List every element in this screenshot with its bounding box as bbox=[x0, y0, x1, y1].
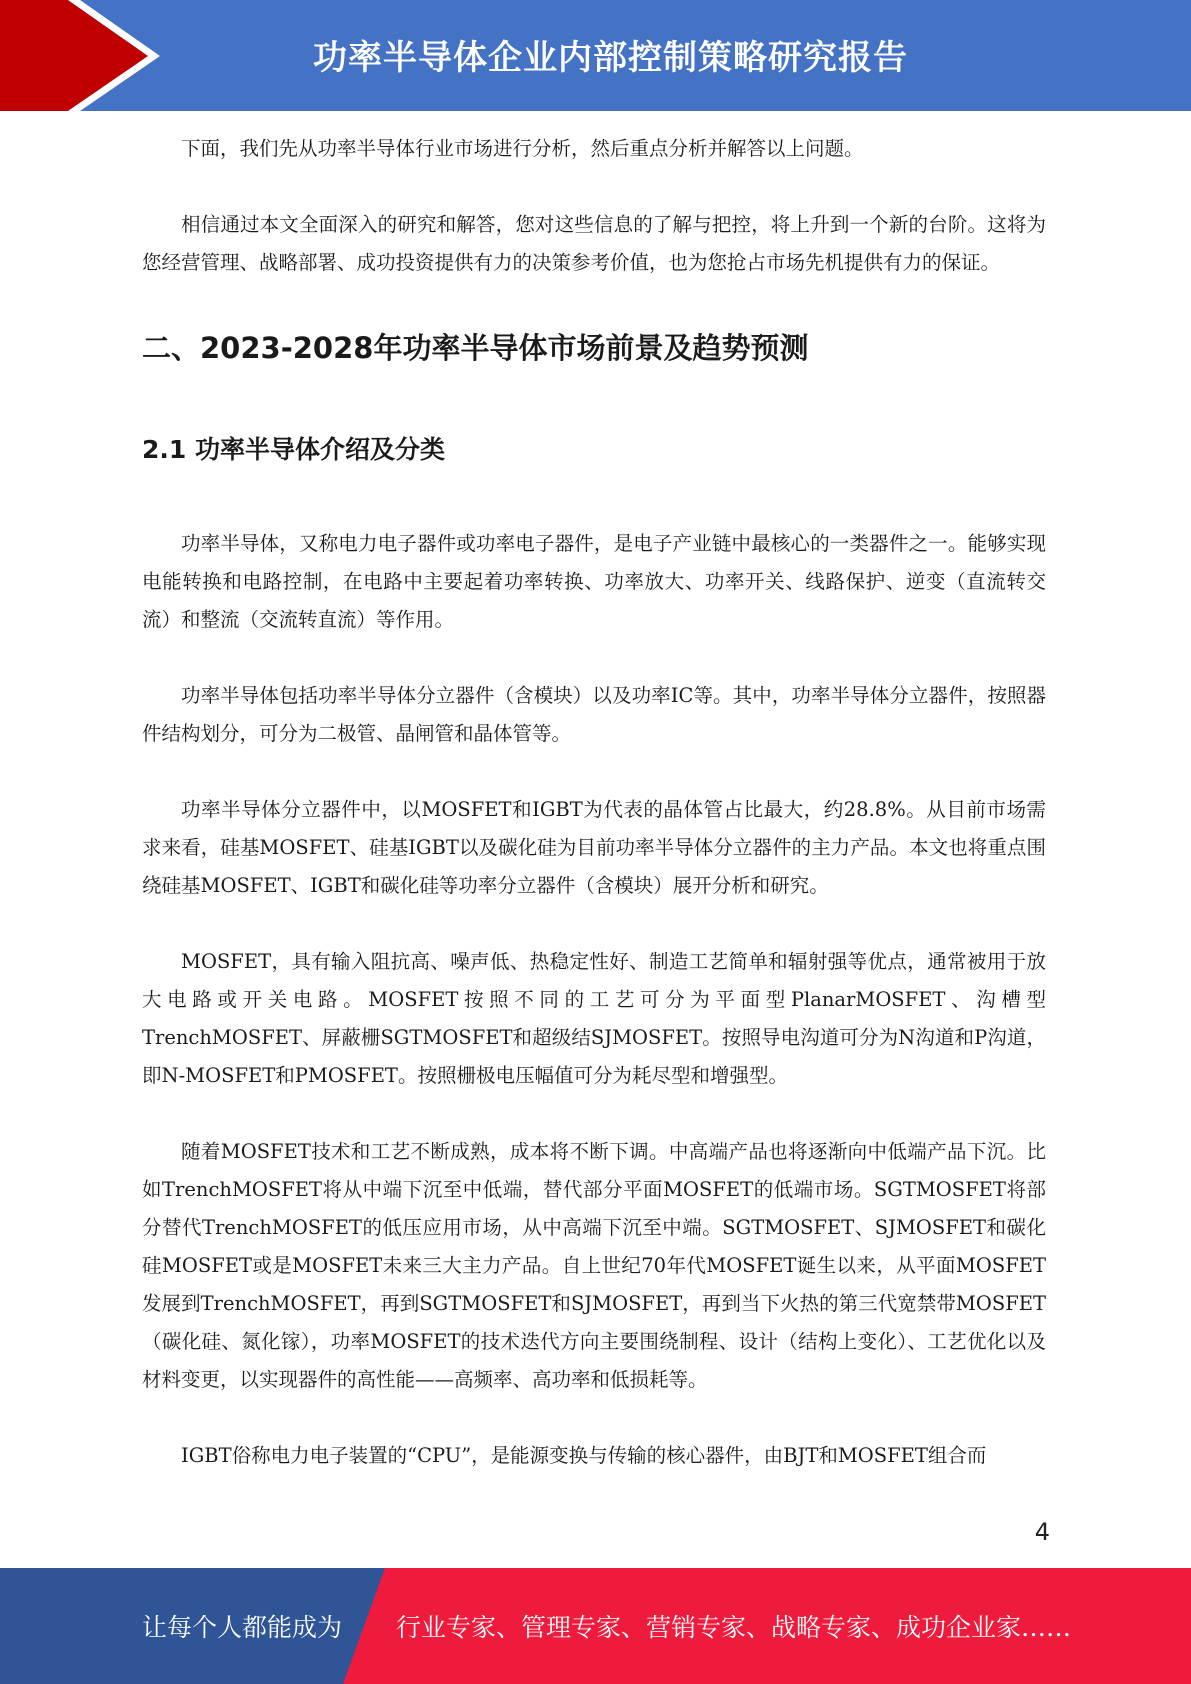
body-paragraph-6: IGBT俗称电力电子装置的“CPU”，是能源变换与传输的核心器件，由BJT和MOSFET组合而 bbox=[181, 1444, 987, 1467]
footer-slogan-left: 让每个人都能成为 bbox=[142, 1613, 343, 1642]
footer-slogan-right: 行业专家、管理专家、营销专家、战略专家、成功企业家…… bbox=[396, 1613, 1072, 1642]
body-paragraph-5: 随着MOSFET技术和工艺不断成熟，成本将不断下调。中高端产品也将逐渐向中低端产品下沉。比如TrenchMOSFET将从中端下沉至中低端，替代部分平面MOSFET的低端市场。SGTMOSFET将部分替代TrenchMOSFET的低压应用市场，从中高端下沉至中端。SGTMOSFET、SJMOSFET和碳化硅MOSFET或是MOSFET未来三大主力产品。自上世纪70年代MOSFET诞生以来，从平面MOSFET发展到TrenchMOSFET，再到SGTMOSFET和SJMOSFET，再到当下火热的第三代宽禁带MOSFET（碳化硅、氮化镓），功率MOSFET的技术迭代方向主要围绕制程、设计（结构上变化）、工艺优化以及材料变更，以实现器件的高性能——高频率、高功率和低损耗等。 bbox=[142, 1140, 1046, 1391]
page-header bbox=[0, 0, 1191, 111]
section-title: 二、2023-2028年功率半导体市场前景及趋势预测 bbox=[142, 331, 809, 365]
body-paragraph-2: 功率半导体包括功率半导体分立器件（含模块）以及功率IC等。其中，功率半导体分立器件，按照器件结构划分，可分为二极管、晶闸管和晶体管等。 bbox=[142, 684, 1046, 745]
page-number: 4 bbox=[1034, 1518, 1050, 1546]
intro-paragraph-1: 下面，我们先从功率半导体行业市场进行分析，然后重点分析并解答以上问题。 bbox=[181, 137, 864, 160]
page-footer bbox=[0, 1568, 1191, 1684]
header-title: 功率半导体企业内部控制策略研究报告 bbox=[313, 37, 908, 78]
body-paragraph-4: MOSFET，具有输入阻抗高、噪声低、热稳定性好、制造工艺简单和辐射强等优点，通常被用于放大电路或开关电路。MOSFET按照不同的工艺可分为平面型PlanarMOSFET、沟槽型TrenchMOSFET、屏蔽栅SGTMOSFET和超级结SJMOSFET。按照导电沟道可分为N沟道和P沟道，即N-MOSFET和PMOSFET。按照栅极电压幅值可分为耗尽型和增强型。 bbox=[142, 950, 1046, 1087]
subsection-title: 2.1 功率半导体介绍及分类 bbox=[142, 435, 445, 464]
body-paragraph-1: 功率半导体，又称电力电子器件或功率电子器件，是电子产业链中最核心的一类器件之一。能够实现电能转换和电路控制，在电路中主要起着功率转换、功率放大、功率开关、线路保护、逆变（直流转交流）和整流（交流转直流）等作用。 bbox=[142, 532, 1046, 631]
intro-paragraph-2: 相信通过本文全面深入的研究和解答，您对这些信息的了解与把控，将上升到一个新的台阶。这将为您经营管理、战略部署、成功投资提供有力的决策参考价值，也为您抢占市场先机提供有力的保证。 bbox=[142, 213, 1046, 274]
body-paragraph-3: 功率半导体分立器件中，以MOSFET和IGBT为代表的晶体管占比最大，约28.8%。从目前市场需求来看，硅基MOSFET、硅基IGBT以及碳化硅为目前功率半导体分立器件的主力产品。本文也将重点围绕硅基MOSFET、IGBT和碳化硅等功率分立器件（含模块）展开分析和研究。 bbox=[142, 798, 1046, 897]
document-body bbox=[142, 130, 1046, 1475]
